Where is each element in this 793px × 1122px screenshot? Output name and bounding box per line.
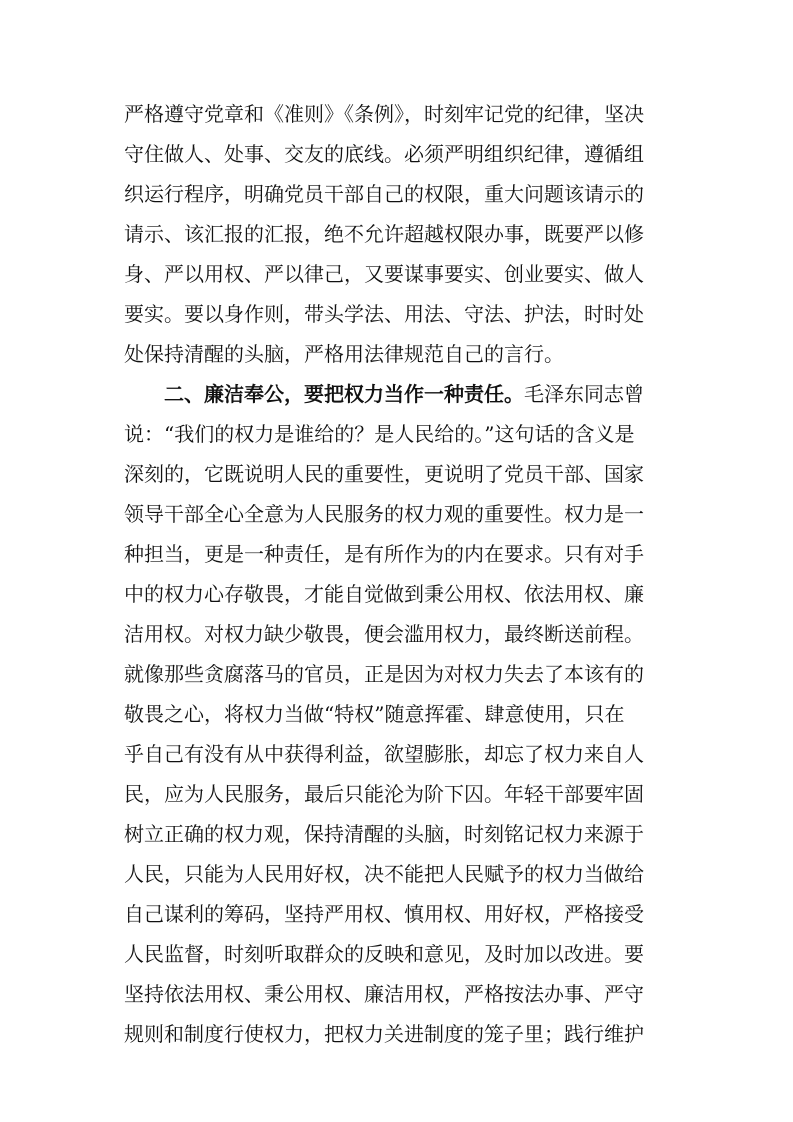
text-line: 严格遵守党章和《准则》《条例》，时刻牢记党的纪律，坚决 xyxy=(124,102,644,126)
section-heading-continuation: 毛泽东同志曾 xyxy=(524,382,644,406)
text-line: 处保持清醒的头脑，严格用法律规范自己的言行。 xyxy=(124,342,564,366)
section-heading: 二、廉洁奉公，要把权力当作一种责任。 xyxy=(164,382,524,406)
text-line: 领导干部全心全意为人民服务的权力观的重要性。权力是一 xyxy=(124,502,644,526)
text-line: 身、严以用权、严以律己，又要谋事要实、创业要实、做人 xyxy=(124,262,644,286)
text-line: 民，应为人民服务，最后只能沦为阶下囚。年轻干部要牢固 xyxy=(124,782,644,806)
text-line: 自己谋利的筹码，坚持严用权、慎用权、用好权，严格接受 xyxy=(124,902,644,926)
text-line: 守住做人、处事、交友的底线。必须严明组织纪律，遵循组 xyxy=(124,142,644,166)
text-line: 人民，只能为人民用好权，决不能把人民赋予的权力当做给 xyxy=(124,862,644,886)
section-heading-line xyxy=(164,374,644,414)
text-line: 树立正确的权力观，保持清醒的头脑，时刻铭记权力来源于 xyxy=(124,822,644,846)
text-line: 要实。要以身作则，带头学法、用法、守法、护法，时时处 xyxy=(124,302,644,326)
text-line: 坚持依法用权、秉公用权、廉洁用权，严格按法办事、严守 xyxy=(124,982,644,1006)
text-line: 洁用权。对权力缺少敬畏，便会滥用权力，最终断送前程。 xyxy=(124,622,644,646)
text-line: 深刻的，它既说明人民的重要性，更说明了党员干部、国家 xyxy=(124,462,644,486)
text-line: 织运行程序，明确党员干部自己的权限，重大问题该请示的 xyxy=(124,182,644,206)
text-line: 中的权力心存敬畏，才能自觉做到秉公用权、依法用权、廉 xyxy=(124,582,644,606)
text-line: 种担当，更是一种责任，是有所作为的内在要求。只有对手 xyxy=(124,542,644,566)
text-line: 就像那些贪腐落马的官员，正是因为对权力失去了本该有的 xyxy=(124,662,644,686)
text-line: 规则和制度行使权力，把权力关进制度的笼子里；践行维护 xyxy=(124,1022,644,1046)
text-line: 敬畏之心，将权力当做“特权”随意挥霍、肆意使用，只在 xyxy=(124,702,625,726)
text-line: 请示、该汇报的汇报，绝不允许超越权限办事，既要严以修 xyxy=(124,222,644,246)
text-line: 人民监督，时刻听取群众的反映和意见，及时加以改进。要 xyxy=(124,942,644,966)
text-line: 说：“我们的权力是谁给的？是人民给的。”这句话的含义是 xyxy=(124,422,635,446)
text-line: 乎自己有没有从中获得利益，欲望膨胀，却忘了权力来自人 xyxy=(124,742,644,766)
